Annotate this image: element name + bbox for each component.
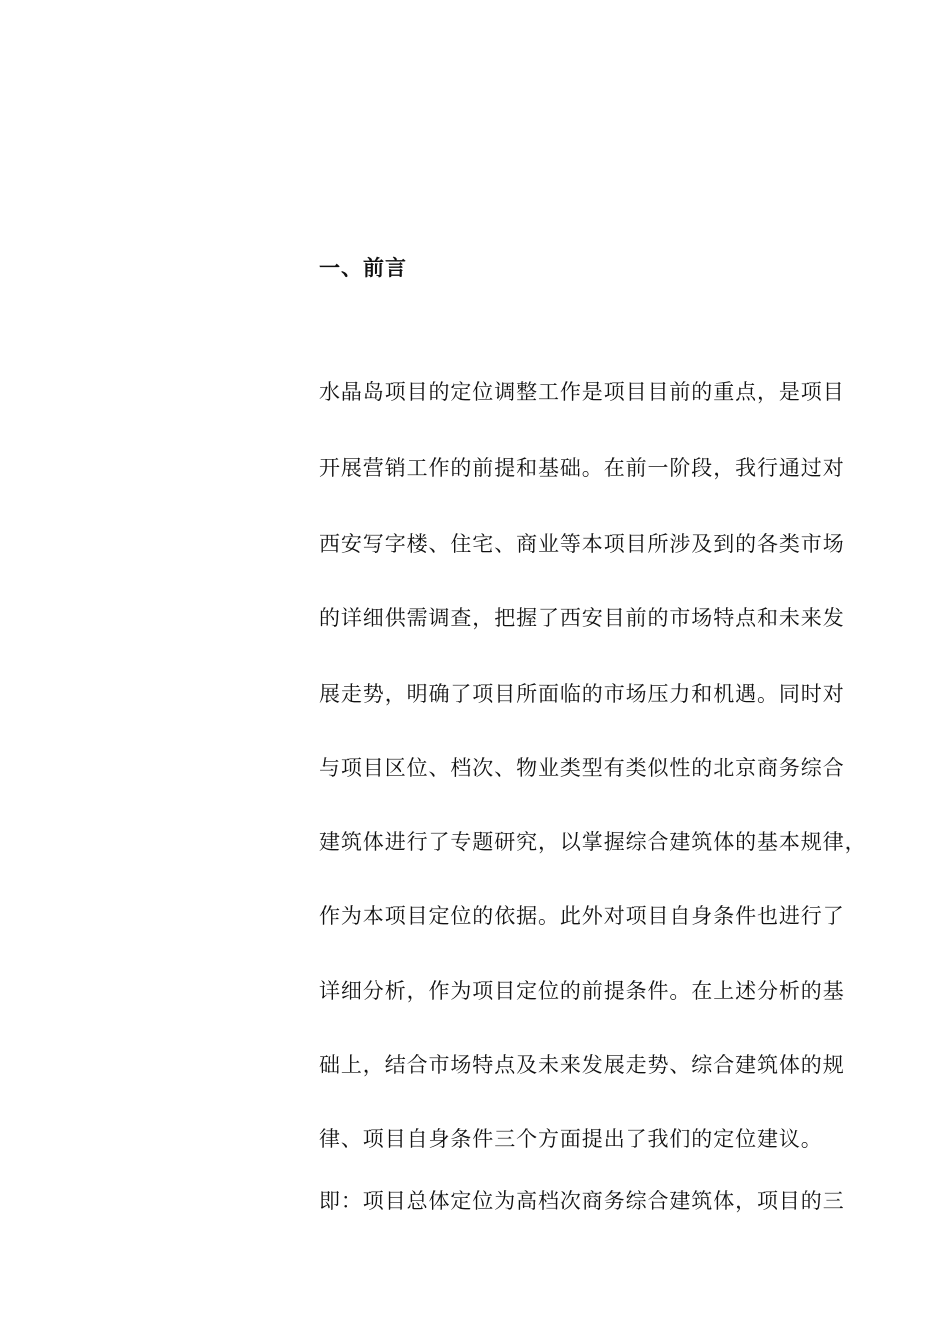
section-heading: 一、前言: [319, 255, 407, 280]
paragraph-line: 即：项目总体定位为高档次商务综合建筑体，项目的三: [319, 1189, 845, 1213]
paragraph-line: 作为本项目定位的依据。此外对项目自身条件也进行了: [319, 904, 845, 928]
paragraph-line: 展走势，明确了项目所面临的市场压力和机遇。同时对: [319, 682, 845, 706]
paragraph-line: 的详细供需调查，把握了西安目前的市场特点和未来发: [319, 606, 845, 630]
paragraph-line: 西安写字楼、住宅、商业等本项目所涉及到的各类市场: [319, 532, 845, 556]
paragraph-line: 与项目区位、档次、物业类型有类似性的北京商务综合: [319, 756, 845, 780]
paragraph-line: 水晶岛项目的定位调整工作是项目目前的重点，是项目: [319, 380, 845, 404]
paragraph-line: 础上，结合市场特点及未来发展走势、综合建筑体的规: [319, 1053, 845, 1077]
paragraph-line: 详细分析，作为项目定位的前提条件。在上述分析的基: [319, 979, 845, 1003]
paragraph-line: 开展营销工作的前提和基础。在前一阶段，我行通过对: [319, 456, 845, 480]
paragraph-line: 建筑体进行了专题研究，以掌握综合建筑体的基本规律，: [319, 830, 867, 854]
paragraph-line: 律、项目自身条件三个方面提出了我们的定位建议。: [319, 1127, 823, 1151]
